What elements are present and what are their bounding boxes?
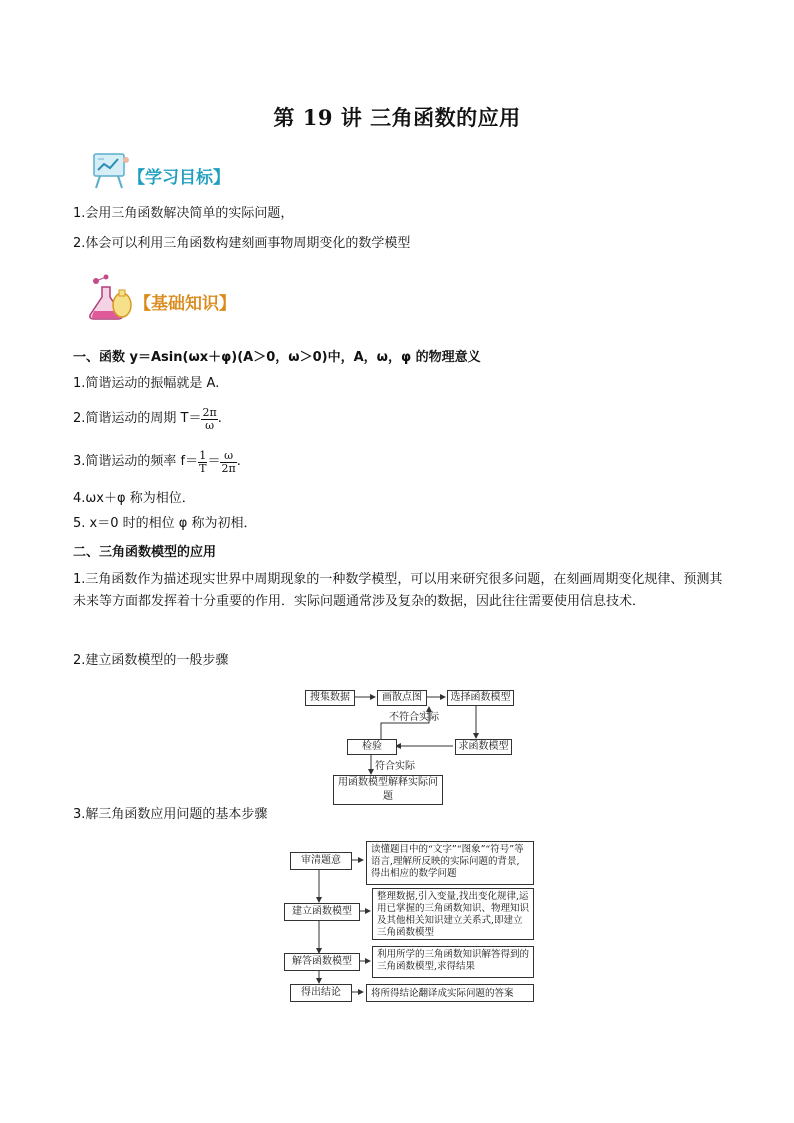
solving-steps-flowchart	[278, 836, 540, 1006]
item2-prefix: 2.简谐运动的周期 T＝	[73, 411, 202, 426]
flow-solve-model: 求函数模型	[455, 739, 512, 755]
goals-icon	[88, 150, 132, 196]
goal-item-2: 2.体会可以利用三角函数构建刻画事物周期变化的数学模型	[73, 236, 411, 251]
period-denominator: ω	[205, 418, 215, 432]
goal-item-1: 1.会用三角函数解决简单的实际问题，	[73, 206, 294, 221]
goals-heading: 【学习目标】	[128, 168, 230, 188]
basics-heading: 【基础知识】	[134, 294, 236, 314]
flow-fit-label: 符合实际	[375, 761, 415, 772]
step-build-model: 建立函数模型	[284, 903, 360, 921]
flow-explain: 用函数模型解释实际问题	[333, 775, 443, 805]
part1-item-3: 3.简谐运动的频率 f＝ $\frac{1}{T}$ ＝ $\frac{\omega}{2\pi}$ .	[73, 448, 241, 475]
frequency-fraction-2	[220, 450, 236, 475]
freq-numerator-2: ω	[220, 450, 236, 463]
frequency-fraction-1	[198, 450, 207, 475]
step-solve-model-desc: 利用所学的三角函数知识解答得到的三角函数模型,求得结果	[372, 946, 534, 978]
part1-item-2: 2.简谐运动的周期 T＝ $\frac{2\pi}{\omega}$ .	[73, 405, 222, 432]
freq-denominator-2: 2π	[221, 461, 236, 475]
part1-item-1: 1.简谐运动的振幅就是 A.	[73, 376, 220, 391]
part2-para-2: 2.建立函数模型的一般步骤	[73, 653, 229, 668]
step-understand: 审清题意	[290, 852, 352, 870]
part1-item-5: 5. x＝0 时的相位 φ 称为初相．	[73, 516, 257, 531]
flow-check: 检验	[347, 739, 397, 755]
step-understand-desc: 读懂题目中的“文字”“图象”“符号”等语言,理解所反映的实际问题的背景,得出相应的数学问题	[366, 841, 534, 885]
step-solve-model: 解答函数模型	[284, 953, 360, 971]
freq-denominator-1: T	[199, 461, 207, 475]
flow-plot-scatter: 画散点图	[377, 690, 427, 706]
flask-icon	[84, 273, 134, 327]
model-steps-flowchart	[301, 683, 516, 802]
period-numerator: 2π	[202, 405, 217, 419]
part1-item-4: 4.ωx＋φ 称为相位．	[73, 491, 195, 506]
step-conclusion-desc: 将所得结论翻译成实际问题的答案	[366, 984, 534, 1002]
flow-not-fit-label: 不符合实际	[389, 712, 439, 723]
part2-heading: 二、三角函数模型的应用	[73, 545, 217, 560]
page-title: 第 19 讲 三角函数的应用	[273, 105, 521, 130]
flow-collect-data: 搜集数据	[305, 690, 355, 706]
item3-equals: ＝	[207, 454, 221, 469]
part1-heading: 一、函数 y＝Asin(ωx＋φ)(A＞0，ω＞0)中，A，ω，φ 的物理意义	[73, 350, 481, 365]
step-conclusion: 得出结论	[290, 984, 352, 1002]
step-build-model-desc: 整理数据,引入变量,找出变化规律,运用已掌握的三角函数知识、物理知识及其他相关知识建立关系式,即建立三角函数模型	[372, 888, 534, 940]
item3-prefix: 3.简谐运动的频率 f＝	[73, 454, 199, 469]
period-fraction	[201, 407, 217, 432]
flow-choose-model: 选择函数模型	[447, 690, 514, 706]
part2-para-1: 1.三角函数作为描述现实世界中周期现象的一种数学模型，可以用来研究很多问题，在刻画周期变化规律、预测其未来等方面都发挥着十分重要的作用．实际问题通常涉及复杂的数据，因此往往需要使用信息技术．	[73, 572, 723, 609]
freq-numerator-1: 1	[199, 448, 207, 462]
part2-para-3: 3.解三角函数应用问题的基本步骤	[73, 807, 268, 822]
